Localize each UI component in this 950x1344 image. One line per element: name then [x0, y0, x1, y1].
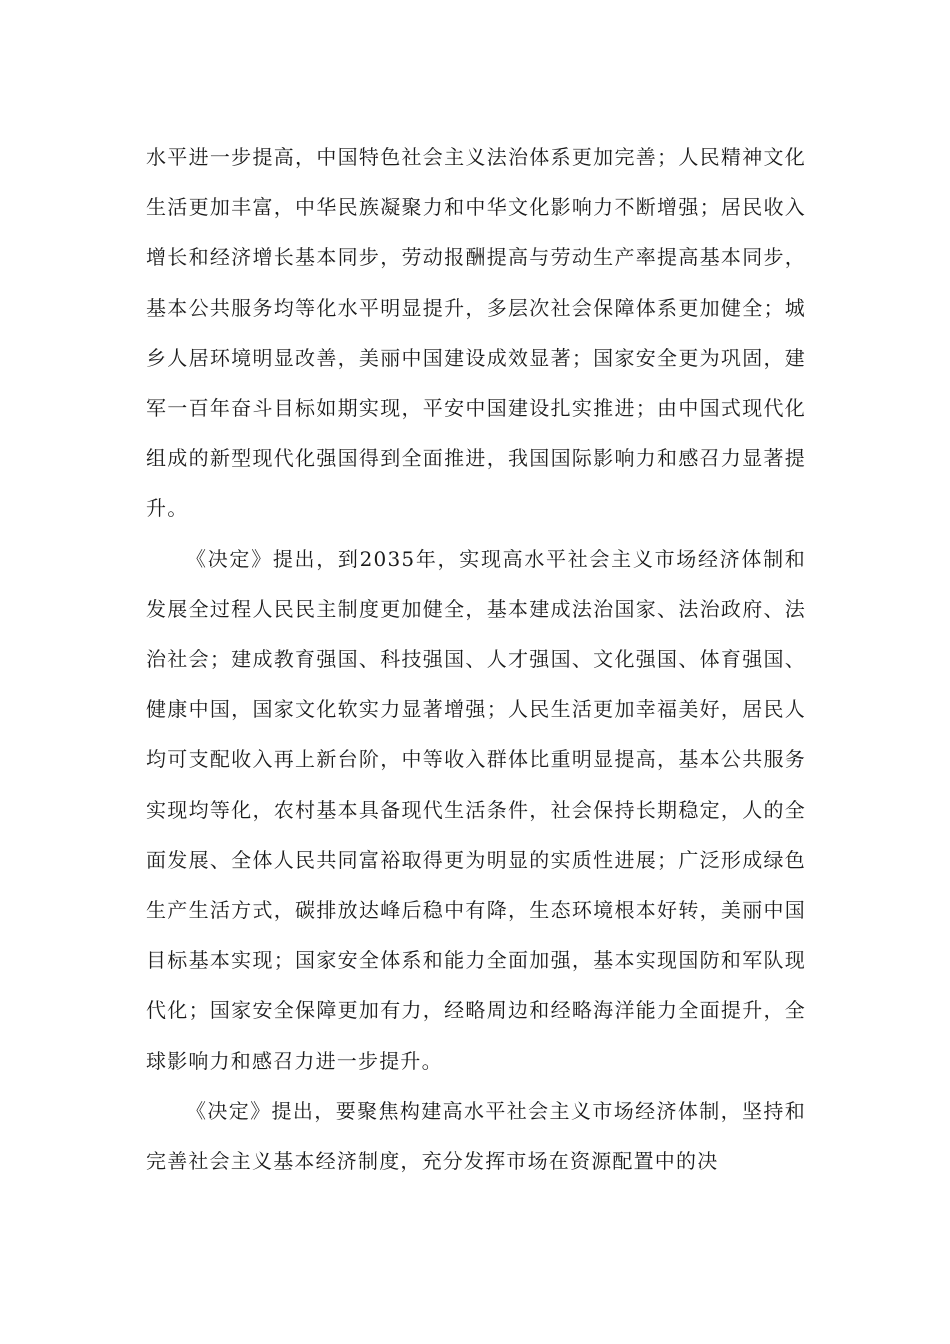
body-text: [146, 132, 806, 1186]
paragraph-continued: 水平进一步提高，中国特色社会主义法治体系更加完善；人民精神文化生活更加丰富，中华民族凝聚力和中华文化影响力不断增强；居民收入增长和经济增长基本同步，劳动报酬提高与劳动生产率提高基本同步，基本公共服务均等化水平明显提升，多层次社会保障体系更加健全；城乡人居环境明显改善，美丽中国建设成效显著；国家安全更为巩固，建军一百年奋斗目标如期实现，平安中国建设扎实推进；由中国式现代化组成的新型现代化强国得到全面推进，我国国际影响力和感召力显著提升。: [146, 145, 806, 521]
paragraph-2035-goals: 《决定》提出，到2035年，实现高水平社会主义市场经济体制和发展全过程人民民主制度更加健全，基本建成法治国家、法治政府、法治社会；建成教育强国、科技强国、人才强国、文化强国、体育强国、健康中国，国家文化软实力显著增强；人民生活更加幸福美好，居民人均可支配收入再上新台阶，中等收入群体比重明显提高，基本公共服务实现均等化，农村基本具备现代生活条件，社会保持长期稳定，人的全面发展、全体人民共同富裕取得更为明显的实质性进展；广泛形成绿色生产生活方式，碳排放达峰后稳中有降，生态环境根本好转，美丽中国目标基本实现；国家安全体系和能力全面加强，基本实现国防和军队现代化；国家安全保障更加有力，经略周边和经略海洋能力全面提升，全球影响力和感召力进一步提升。: [146, 546, 806, 1073]
paragraph-market-economy: 《决定》提出，要聚焦构建高水平社会主义市场经济体制，坚持和完善社会主义基本经济制度，充分发挥市场在资源配置中的决: [146, 1098, 806, 1174]
